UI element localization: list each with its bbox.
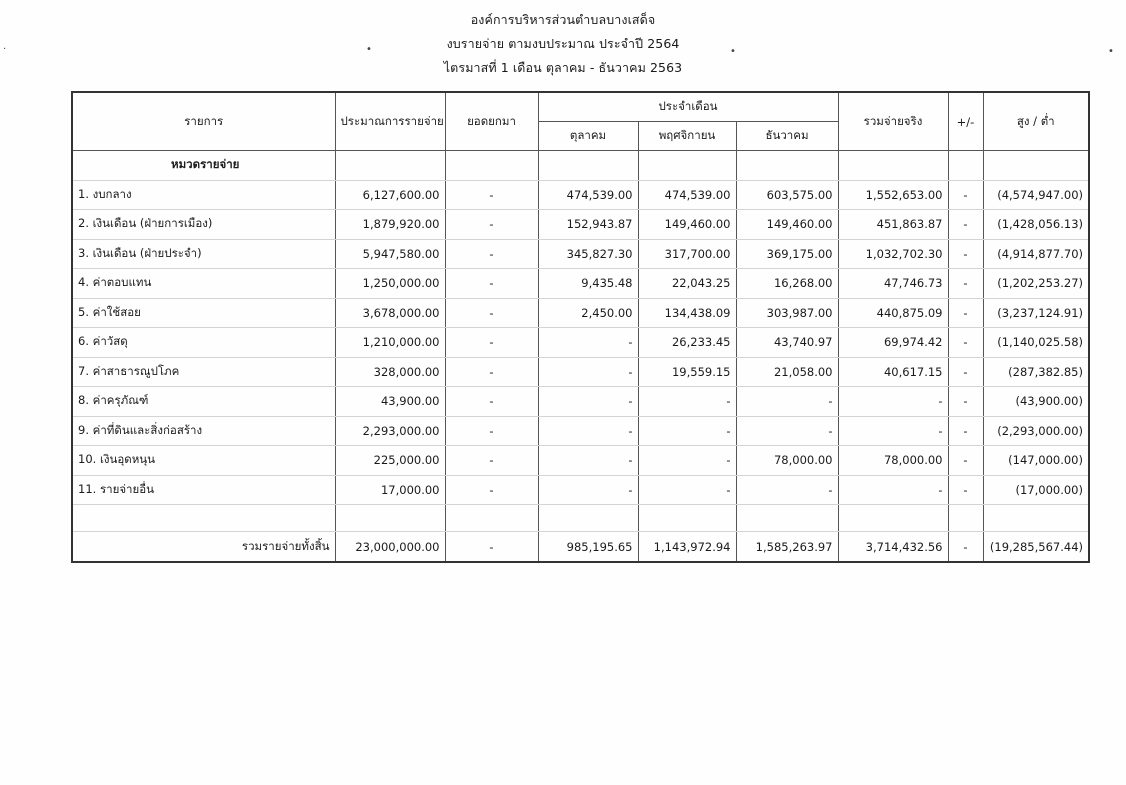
table-row: [72, 446, 1089, 476]
item-name: 2. เงินเดือน (ฝ่ายการเมือง): [72, 210, 335, 240]
dec-cell: 1,585,263.97: [736, 532, 838, 563]
nov-cell: -: [638, 416, 736, 446]
actual-cell: 69,974.42: [838, 328, 948, 358]
budget-cell: 328,000.00: [335, 357, 445, 387]
actual-cell: -: [838, 387, 948, 417]
carried-cell: -: [445, 416, 538, 446]
budget-cell: 6,127,600.00: [335, 180, 445, 210]
plusminus-cell: -: [948, 210, 983, 240]
highlow-cell: (4,574,947.00): [983, 180, 1089, 210]
plusminus-cell: -: [948, 180, 983, 210]
item-name: 10. เงินอุดหนุน: [72, 446, 335, 476]
oct-cell: -: [538, 475, 638, 505]
actual-cell: 78,000.00: [838, 446, 948, 476]
budget-table: [71, 91, 1090, 563]
dec-cell: -: [736, 387, 838, 417]
plusminus-cell: -: [948, 239, 983, 269]
actual-cell: 1,032,702.30: [838, 239, 948, 269]
item-name: 4. ค่าตอบแทน: [72, 269, 335, 299]
budget-cell: 225,000.00: [335, 446, 445, 476]
actual-cell: 40,617.15: [838, 357, 948, 387]
highlow-cell: (1,140,025.58): [983, 328, 1089, 358]
dec-cell: 303,987.00: [736, 298, 838, 328]
carried-cell: -: [445, 387, 538, 417]
header-actual: รวมจ่ายจริง: [838, 92, 948, 151]
oct-cell: -: [538, 357, 638, 387]
table-row: [72, 210, 1089, 240]
scan-speck: •: [366, 44, 372, 55]
carried-cell: -: [445, 446, 538, 476]
highlow-cell: (4,914,877.70): [983, 239, 1089, 269]
nov-cell: -: [638, 475, 736, 505]
spacer-row: [72, 505, 1089, 532]
plusminus-cell: -: [948, 446, 983, 476]
item-name: 6. ค่าวัสดุ: [72, 328, 335, 358]
header-monthly: ประจำเดือน: [538, 92, 838, 122]
dec-cell: 78,000.00: [736, 446, 838, 476]
actual-cell: 440,875.09: [838, 298, 948, 328]
dec-cell: 369,175.00: [736, 239, 838, 269]
table-row: [72, 298, 1089, 328]
nov-cell: 134,438.09: [638, 298, 736, 328]
budget-cell: 43,900.00: [335, 387, 445, 417]
highlow-cell: (147,000.00): [983, 446, 1089, 476]
table-row: [72, 416, 1089, 446]
highlow-cell: (19,285,567.44): [983, 532, 1089, 563]
item-name: 1. งบกลาง: [72, 180, 335, 210]
highlow-cell: (1,428,056.13): [983, 210, 1089, 240]
nov-cell: -: [638, 387, 736, 417]
oct-cell: 985,195.65: [538, 532, 638, 563]
actual-cell: -: [838, 475, 948, 505]
carried-cell: -: [445, 475, 538, 505]
plusminus-cell: -: [948, 328, 983, 358]
budget-cell: 3,678,000.00: [335, 298, 445, 328]
budget-cell: 17,000.00: [335, 475, 445, 505]
table-row: [72, 180, 1089, 210]
nov-cell: 317,700.00: [638, 239, 736, 269]
header-month-dec: ธันวาคม: [736, 122, 838, 151]
table-row: [72, 269, 1089, 299]
table-row: [72, 357, 1089, 387]
item-name: 9. ค่าที่ดินและสิ่งก่อสร้าง: [72, 416, 335, 446]
dec-cell: 43,740.97: [736, 328, 838, 358]
period-title: ไตรมาสที่ 1 เดือน ตุลาคม - ธันวาคม 2563: [443, 60, 683, 75]
budget-cell: 1,210,000.00: [335, 328, 445, 358]
nov-cell: 1,143,972.94: [638, 532, 736, 563]
document-header: [0, 8, 1126, 80]
actual-cell: 47,746.73: [838, 269, 948, 299]
header-plusminus: +/-: [948, 92, 983, 151]
table-row: [72, 387, 1089, 417]
dec-cell: 603,575.00: [736, 180, 838, 210]
nov-cell: 149,460.00: [638, 210, 736, 240]
item-name: 11. รายจ่ายอื่น: [72, 475, 335, 505]
item-name: 5. ค่าใช้สอย: [72, 298, 335, 328]
item-name: 7. ค่าสาธารณูปโภค: [72, 357, 335, 387]
header-budget: ประมาณการรายจ่าย: [335, 92, 445, 151]
carried-cell: -: [445, 328, 538, 358]
plusminus-cell: -: [948, 269, 983, 299]
carried-cell: -: [445, 269, 538, 299]
category-row: [72, 151, 1089, 181]
highlow-cell: (43,900.00): [983, 387, 1089, 417]
oct-cell: 474,539.00: [538, 180, 638, 210]
oct-cell: -: [538, 446, 638, 476]
nov-cell: 22,043.25: [638, 269, 736, 299]
nov-cell: 474,539.00: [638, 180, 736, 210]
scan-speck: •: [1108, 46, 1114, 57]
highlow-cell: (17,000.00): [983, 475, 1089, 505]
budget-cell: 23,000,000.00: [335, 532, 445, 563]
scan-speck: •: [730, 46, 736, 57]
dec-cell: 149,460.00: [736, 210, 838, 240]
total-row: [72, 532, 1089, 563]
nov-cell: 19,559.15: [638, 357, 736, 387]
organization-title: องค์การบริหารส่วนตำบลบางเสด็จ: [470, 12, 656, 27]
carried-cell: -: [445, 298, 538, 328]
budget-cell: 5,947,580.00: [335, 239, 445, 269]
oct-cell: 9,435.48: [538, 269, 638, 299]
header-item: รายการ: [72, 92, 335, 151]
nov-cell: -: [638, 446, 736, 476]
table-row: [72, 475, 1089, 505]
plusminus-cell: -: [948, 298, 983, 328]
oct-cell: 2,450.00: [538, 298, 638, 328]
carried-cell: -: [445, 210, 538, 240]
budget-cell: 1,250,000.00: [335, 269, 445, 299]
plusminus-cell: -: [948, 532, 983, 563]
actual-cell: 3,714,432.56: [838, 532, 948, 563]
oct-cell: -: [538, 416, 638, 446]
carried-cell: -: [445, 357, 538, 387]
carried-cell: -: [445, 180, 538, 210]
plusminus-cell: -: [948, 416, 983, 446]
item-name: รวมรายจ่ายทั้งสิ้น: [72, 532, 335, 563]
dec-cell: 21,058.00: [736, 357, 838, 387]
oct-cell: 152,943.87: [538, 210, 638, 240]
budget-cell: 2,293,000.00: [335, 416, 445, 446]
scan-speck: ·: [3, 44, 7, 55]
oct-cell: 345,827.30: [538, 239, 638, 269]
carried-cell: -: [445, 532, 538, 563]
table-row: [72, 239, 1089, 269]
carried-cell: -: [445, 239, 538, 269]
header-month-nov: พฤศจิกายน: [638, 122, 736, 151]
oct-cell: -: [538, 328, 638, 358]
oct-cell: -: [538, 387, 638, 417]
dec-cell: 16,268.00: [736, 269, 838, 299]
table-row: [72, 328, 1089, 358]
budget-cell: 1,879,920.00: [335, 210, 445, 240]
header-carried: ยอดยกมา: [445, 92, 538, 151]
plusminus-cell: -: [948, 387, 983, 417]
highlow-cell: (3,237,124.91): [983, 298, 1089, 328]
actual-cell: -: [838, 416, 948, 446]
highlow-cell: (287,382.85): [983, 357, 1089, 387]
highlow-cell: (1,202,253.27): [983, 269, 1089, 299]
item-name: 8. ค่าครุภัณฑ์: [72, 387, 335, 417]
dec-cell: -: [736, 475, 838, 505]
budget-subtitle: งบรายจ่าย ตามงบประมาณ ประจำปี 2564: [446, 36, 680, 51]
item-name: 3. เงินเดือน (ฝ่ายประจำ): [72, 239, 335, 269]
highlow-cell: (2,293,000.00): [983, 416, 1089, 446]
plusminus-cell: -: [948, 357, 983, 387]
category-label: หมวดรายจ่าย: [72, 151, 335, 181]
header-month-oct: ตุลาคม: [538, 122, 638, 151]
plusminus-cell: -: [948, 475, 983, 505]
nov-cell: 26,233.45: [638, 328, 736, 358]
actual-cell: 451,863.87: [838, 210, 948, 240]
dec-cell: -: [736, 416, 838, 446]
actual-cell: 1,552,653.00: [838, 180, 948, 210]
header-highlow: สูง / ต่ำ: [983, 92, 1089, 151]
